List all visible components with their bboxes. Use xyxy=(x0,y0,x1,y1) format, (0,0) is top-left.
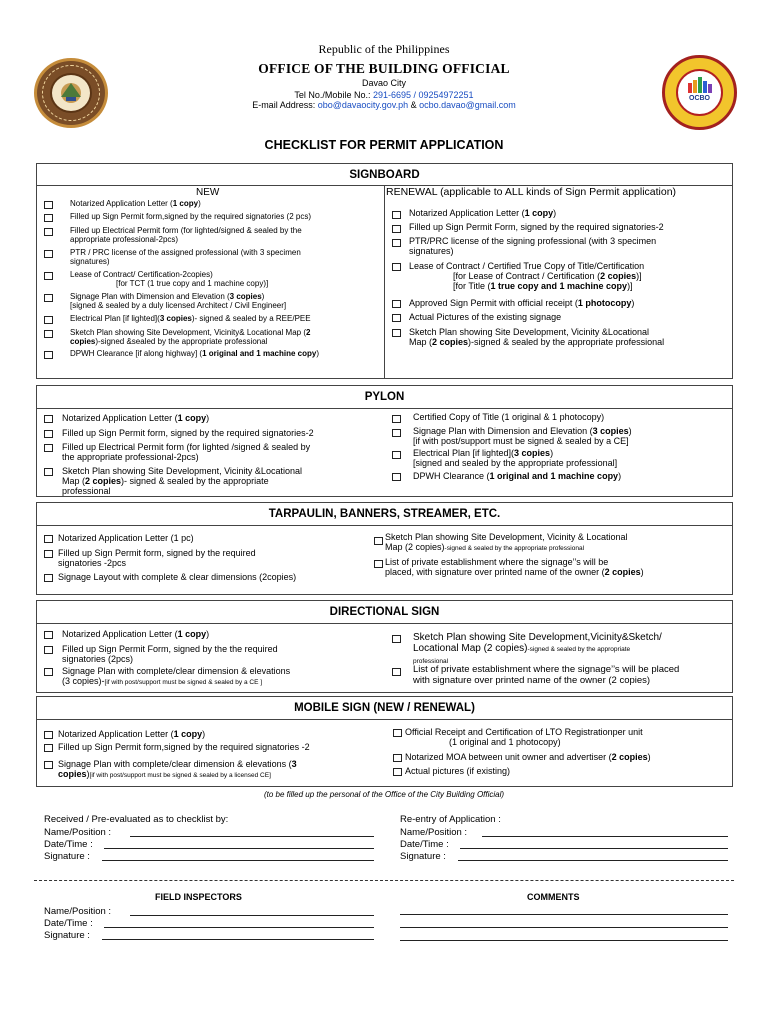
received-date-label: Date/Time : xyxy=(44,839,93,850)
checkbox-sb-new-9[interactable] xyxy=(44,351,53,359)
pylon-right-item-1: Certified Copy of Title (1 original & 1 photocopy) xyxy=(413,412,605,422)
letterhead xyxy=(0,42,768,110)
sb-new-item-7: Electrical Plan [if lighted](3 copies)- signed & sealed by a REE/PEE xyxy=(70,314,311,323)
page-title: CHECKLIST FOR PERMIT APPLICATION xyxy=(264,138,504,152)
pylon-right-item-4: DPWH Clearance (1 original and 1 machine copy) xyxy=(413,471,622,481)
ocbo-logo-text: OCBO xyxy=(689,95,710,102)
sb-new-item-2: Filled up Sign Permit form,signed by the required signatories (2 pcs) xyxy=(70,212,311,221)
received-name-field[interactable] xyxy=(130,836,374,837)
checkbox-dir-left-2[interactable] xyxy=(44,646,53,654)
checkbox-sb-renew-7[interactable] xyxy=(392,329,401,337)
cut-line-divider xyxy=(34,880,734,881)
received-heading: Received / Pre-evaluated as to checklist by: xyxy=(44,814,229,825)
telephone-line xyxy=(0,90,768,100)
republic-text: Republic of the Philippines xyxy=(318,42,450,56)
email-link-2[interactable]: ocbo.davao@gmail.com xyxy=(419,100,516,110)
signboard-heading: SIGNBOARD xyxy=(36,163,733,186)
reentry-date-label: Date/Time : xyxy=(400,839,449,850)
tarp-right-item-1: Sketch Plan showing Site Development, Vicinity & Locational Map (2 copies)-signed & sealed by the appropriate professional xyxy=(385,532,628,552)
checkbox-sb-new-1[interactable] xyxy=(44,201,53,209)
checkbox-pylon-left-1[interactable] xyxy=(44,415,53,423)
mob-right-item-2: Notarized MOA between unit owner and advertiser (2 copies) xyxy=(405,752,651,762)
tel-label: Tel No./Mobile No.: xyxy=(294,90,373,100)
reentry-date-field[interactable] xyxy=(460,848,728,849)
checkbox-mob-left-1[interactable] xyxy=(44,731,53,739)
received-signature-field[interactable] xyxy=(102,860,374,861)
sb-renew-item-4: Lease of Contract / Certified True Copy of Title/Certification [for Lease of Contract / Certification (2 copies)] [for Title (1 true copy and 1 machine copy)] xyxy=(409,261,645,291)
pylon-left-item-3: Filled up Electrical Permit form (for lighted /signed & sealed by the appropriate professional-2pcs) xyxy=(62,442,311,462)
mobile-heading: MOBILE SIGN (NEW / RENEWAL) xyxy=(36,696,733,720)
checkbox-sb-new-8[interactable] xyxy=(44,330,53,338)
checkbox-dir-left-3[interactable] xyxy=(44,668,53,676)
sb-renew-item-1: Notarized Application Letter (1 copy) xyxy=(409,208,557,218)
checkbox-pylon-right-4[interactable] xyxy=(392,473,401,481)
office-use-note: (to be filled up the personal of the Office of the City Building Official) xyxy=(263,790,505,799)
dir-right-item-2: List of private establishment where the signage’’s will be placed with signature over printed name of the owner (2 copies) xyxy=(413,664,680,686)
checkbox-sb-new-3[interactable] xyxy=(44,228,53,236)
sb-renew-item-5: Approved Sign Permit with official receipt (1 photocopy) xyxy=(409,298,635,308)
field-date-field[interactable] xyxy=(104,927,374,928)
checkbox-pylon-right-1[interactable] xyxy=(392,415,401,423)
checkbox-sb-renew-3[interactable] xyxy=(392,239,401,247)
reentry-heading: Re-entry of Application : xyxy=(400,814,501,825)
checkbox-tarp-left-2[interactable] xyxy=(44,550,53,558)
pylon-right-item-2: Signage Plan with Dimension and Elevation (3 copies) [if with post/support must be signed & sealed by a CE] xyxy=(413,426,632,446)
email-line xyxy=(0,100,768,110)
checkbox-sb-new-7[interactable] xyxy=(44,316,53,324)
comments-heading: COMMENTS xyxy=(527,892,580,902)
email-label: E-mail Address: xyxy=(252,100,318,110)
mob-right-item-1: Official Receipt and Certification of LTO Registrationper unit (1 original and 1 photocopy) xyxy=(405,727,643,747)
checkbox-mob-left-2[interactable] xyxy=(44,744,53,752)
dir-left-item-2: Filled up Sign Permit Form, signed by the the required signatories (2pcs) xyxy=(62,644,278,664)
tarp-right-item-2: List of private establishment where the signage’’s will be placed, with signature over printed name of the owner (2 copies) xyxy=(385,557,644,577)
tel-value: 291-6695 / 09254972251 xyxy=(372,90,474,100)
checkbox-sb-renew-1[interactable] xyxy=(392,211,401,219)
checkbox-sb-new-5[interactable] xyxy=(44,272,53,280)
reentry-name-label: Name/Position : xyxy=(400,827,468,838)
checkbox-pylon-right-2[interactable] xyxy=(392,429,401,437)
field-signature-field[interactable] xyxy=(102,939,374,940)
sb-new-item-3: Filled up Electrical Permit form (for lighted/signed & sealed by the appropriate professional-2pcs) xyxy=(70,226,302,244)
mob-left-item-3: Signage Plan with complete/clear dimension & elevations (3 copies)[if with post/support must be signed & sealed by a licensed CE] xyxy=(58,759,297,779)
checkbox-dir-right-1[interactable] xyxy=(392,635,401,643)
email-link-1[interactable]: obo@davaocity.gov.ph xyxy=(317,100,409,110)
city-name: Davao City xyxy=(361,78,406,88)
checkbox-sb-renew-4[interactable] xyxy=(392,263,401,271)
received-date-field[interactable] xyxy=(104,848,374,849)
signboard-new-heading: NEW xyxy=(196,187,220,198)
checkbox-pylon-left-4[interactable] xyxy=(44,468,53,476)
tarp-left-item-1: Notarized Application Letter (1 pc) xyxy=(58,533,194,543)
checkbox-sb-new-6[interactable] xyxy=(44,294,53,302)
signboard-renewal-heading: RENEWAL (applicable to ALL kinds of Sign Permit application) xyxy=(386,186,677,198)
checkbox-mob-right-2[interactable] xyxy=(393,754,402,762)
directional-heading: DIRECTIONAL SIGN xyxy=(36,600,733,624)
sb-new-item-1: Notarized Application Letter (1 copy) xyxy=(70,199,201,208)
mob-left-item-1: Notarized Application Letter (1 copy) xyxy=(58,729,206,739)
signboard-divider xyxy=(384,185,385,379)
checkbox-mob-right-1[interactable] xyxy=(393,729,402,737)
email-separator: & xyxy=(408,100,420,110)
field-inspectors-heading: FIELD INSPECTORS xyxy=(155,892,242,902)
sb-new-item-6: Signage Plan with Dimension and Elevation (3 copies) [signed & sealed by a duly licensed Architect / Civil Engineer] xyxy=(70,292,287,310)
dir-right-item-1: Sketch Plan showing Site Development,Vicinity&Sketch/ Locational Map (2 copies)-signed & sealed by the appropriate professional xyxy=(413,632,662,665)
tarp-left-item-2: Filled up Sign Permit form, signed by the required signatories -2pcs xyxy=(58,548,256,568)
checkbox-sb-new-4[interactable] xyxy=(44,250,53,258)
pylon-left-item-4: Sketch Plan showing Site Development, Vicinity &Locational Map (2 copies)- signed & sealed by the appropriate professional xyxy=(62,466,302,496)
checkbox-sb-renew-5[interactable] xyxy=(392,300,401,308)
field-name-field[interactable] xyxy=(130,915,374,916)
comments-line-2[interactable] xyxy=(400,927,728,928)
sb-renew-item-2: Filled up Sign Permit Form, signed by the required signatories-2 xyxy=(409,222,664,232)
checkbox-sb-renew-6[interactable] xyxy=(392,314,401,322)
pylon-left-item-2: Filled up Sign Permit form, signed by the required signatories-2 xyxy=(62,428,314,438)
reentry-signature-label: Signature : xyxy=(400,851,446,862)
pylon-left-item-1: Notarized Application Letter (1 copy) xyxy=(62,413,210,423)
comments-line-1[interactable] xyxy=(400,914,728,915)
reentry-signature-field[interactable] xyxy=(458,860,728,861)
checkbox-sb-new-2[interactable] xyxy=(44,214,53,222)
checkbox-sb-renew-2[interactable] xyxy=(392,225,401,233)
field-signature-label: Signature : xyxy=(44,930,90,941)
dir-left-item-1: Notarized Application Letter (1 copy) xyxy=(62,629,210,639)
sb-new-item-4: PTR / PRC license of the assigned professional (with 3 specimen signatures) xyxy=(70,248,301,266)
sb-renew-item-6: Actual Pictures of the existing signage xyxy=(409,312,562,322)
checkbox-mob-left-3[interactable] xyxy=(44,761,53,769)
checkbox-pylon-left-2[interactable] xyxy=(44,430,53,438)
checkbox-tarp-left-3[interactable] xyxy=(44,574,53,582)
mob-left-item-2: Filled up Sign Permit form,signed by the required signatories -2 xyxy=(58,742,310,752)
checkbox-tarp-right-1[interactable] xyxy=(374,537,383,545)
checkbox-tarp-right-2[interactable] xyxy=(374,560,383,568)
checkbox-mob-right-3[interactable] xyxy=(393,768,402,776)
reentry-name-field[interactable] xyxy=(482,836,728,837)
tarp-left-item-3: Signage Layout with complete & clear dimensions (2copies) xyxy=(58,572,297,582)
checkbox-dir-right-2[interactable] xyxy=(392,668,401,676)
checkbox-tarp-left-1[interactable] xyxy=(44,535,53,543)
dir-left-item-3: Signage Plan with complete/clear dimension & elevations (3 copies)-[if with post/support must be signed & sealed by a CE ] xyxy=(62,666,291,686)
sb-new-item-5: Lease of Contract/ Certification-2copies) [for TCT (1 true copy and 1 machine copy)] xyxy=(70,270,269,288)
pylon-right-item-3: Electrical Plan [if lighted](3 copies) [signed and sealed by the appropriate professional] xyxy=(413,448,618,468)
checkbox-dir-left-1[interactable] xyxy=(44,631,53,639)
office-name: OFFICE OF THE BUILDING OFFICIAL xyxy=(258,61,510,76)
pylon-heading: PYLON xyxy=(36,385,733,409)
tarpaulin-heading: TARPAULIN, BANNERS, STREAMER, ETC. xyxy=(36,502,733,526)
received-name-label: Name/Position : xyxy=(44,827,112,838)
checkbox-pylon-left-3[interactable] xyxy=(44,444,53,452)
field-name-label: Name/Position : xyxy=(44,906,112,917)
field-date-label: Date/Time : xyxy=(44,918,93,929)
received-signature-label: Signature : xyxy=(44,851,90,862)
comments-line-3[interactable] xyxy=(400,940,728,941)
mob-right-item-3: Actual pictures (if existing) xyxy=(405,766,511,776)
sb-renew-item-3: PTR/PRC license of the signing professional (with 3 specimen signatures) xyxy=(409,236,657,256)
sb-new-item-9: DPWH Clearance [if along highway] (1 original and 1 machine copy) xyxy=(70,349,319,358)
sb-new-item-8: Sketch Plan showing Site Development, Vicinity& Locational Map (2 copies)-signed &sealed by the appropriate professional xyxy=(70,328,311,346)
checkbox-pylon-right-3[interactable] xyxy=(392,451,401,459)
sb-renew-item-7: Sketch Plan showing Site Development, Vicinity &Locational Map (2 copies)-signed & sealed by the appropriate professional xyxy=(409,327,665,347)
